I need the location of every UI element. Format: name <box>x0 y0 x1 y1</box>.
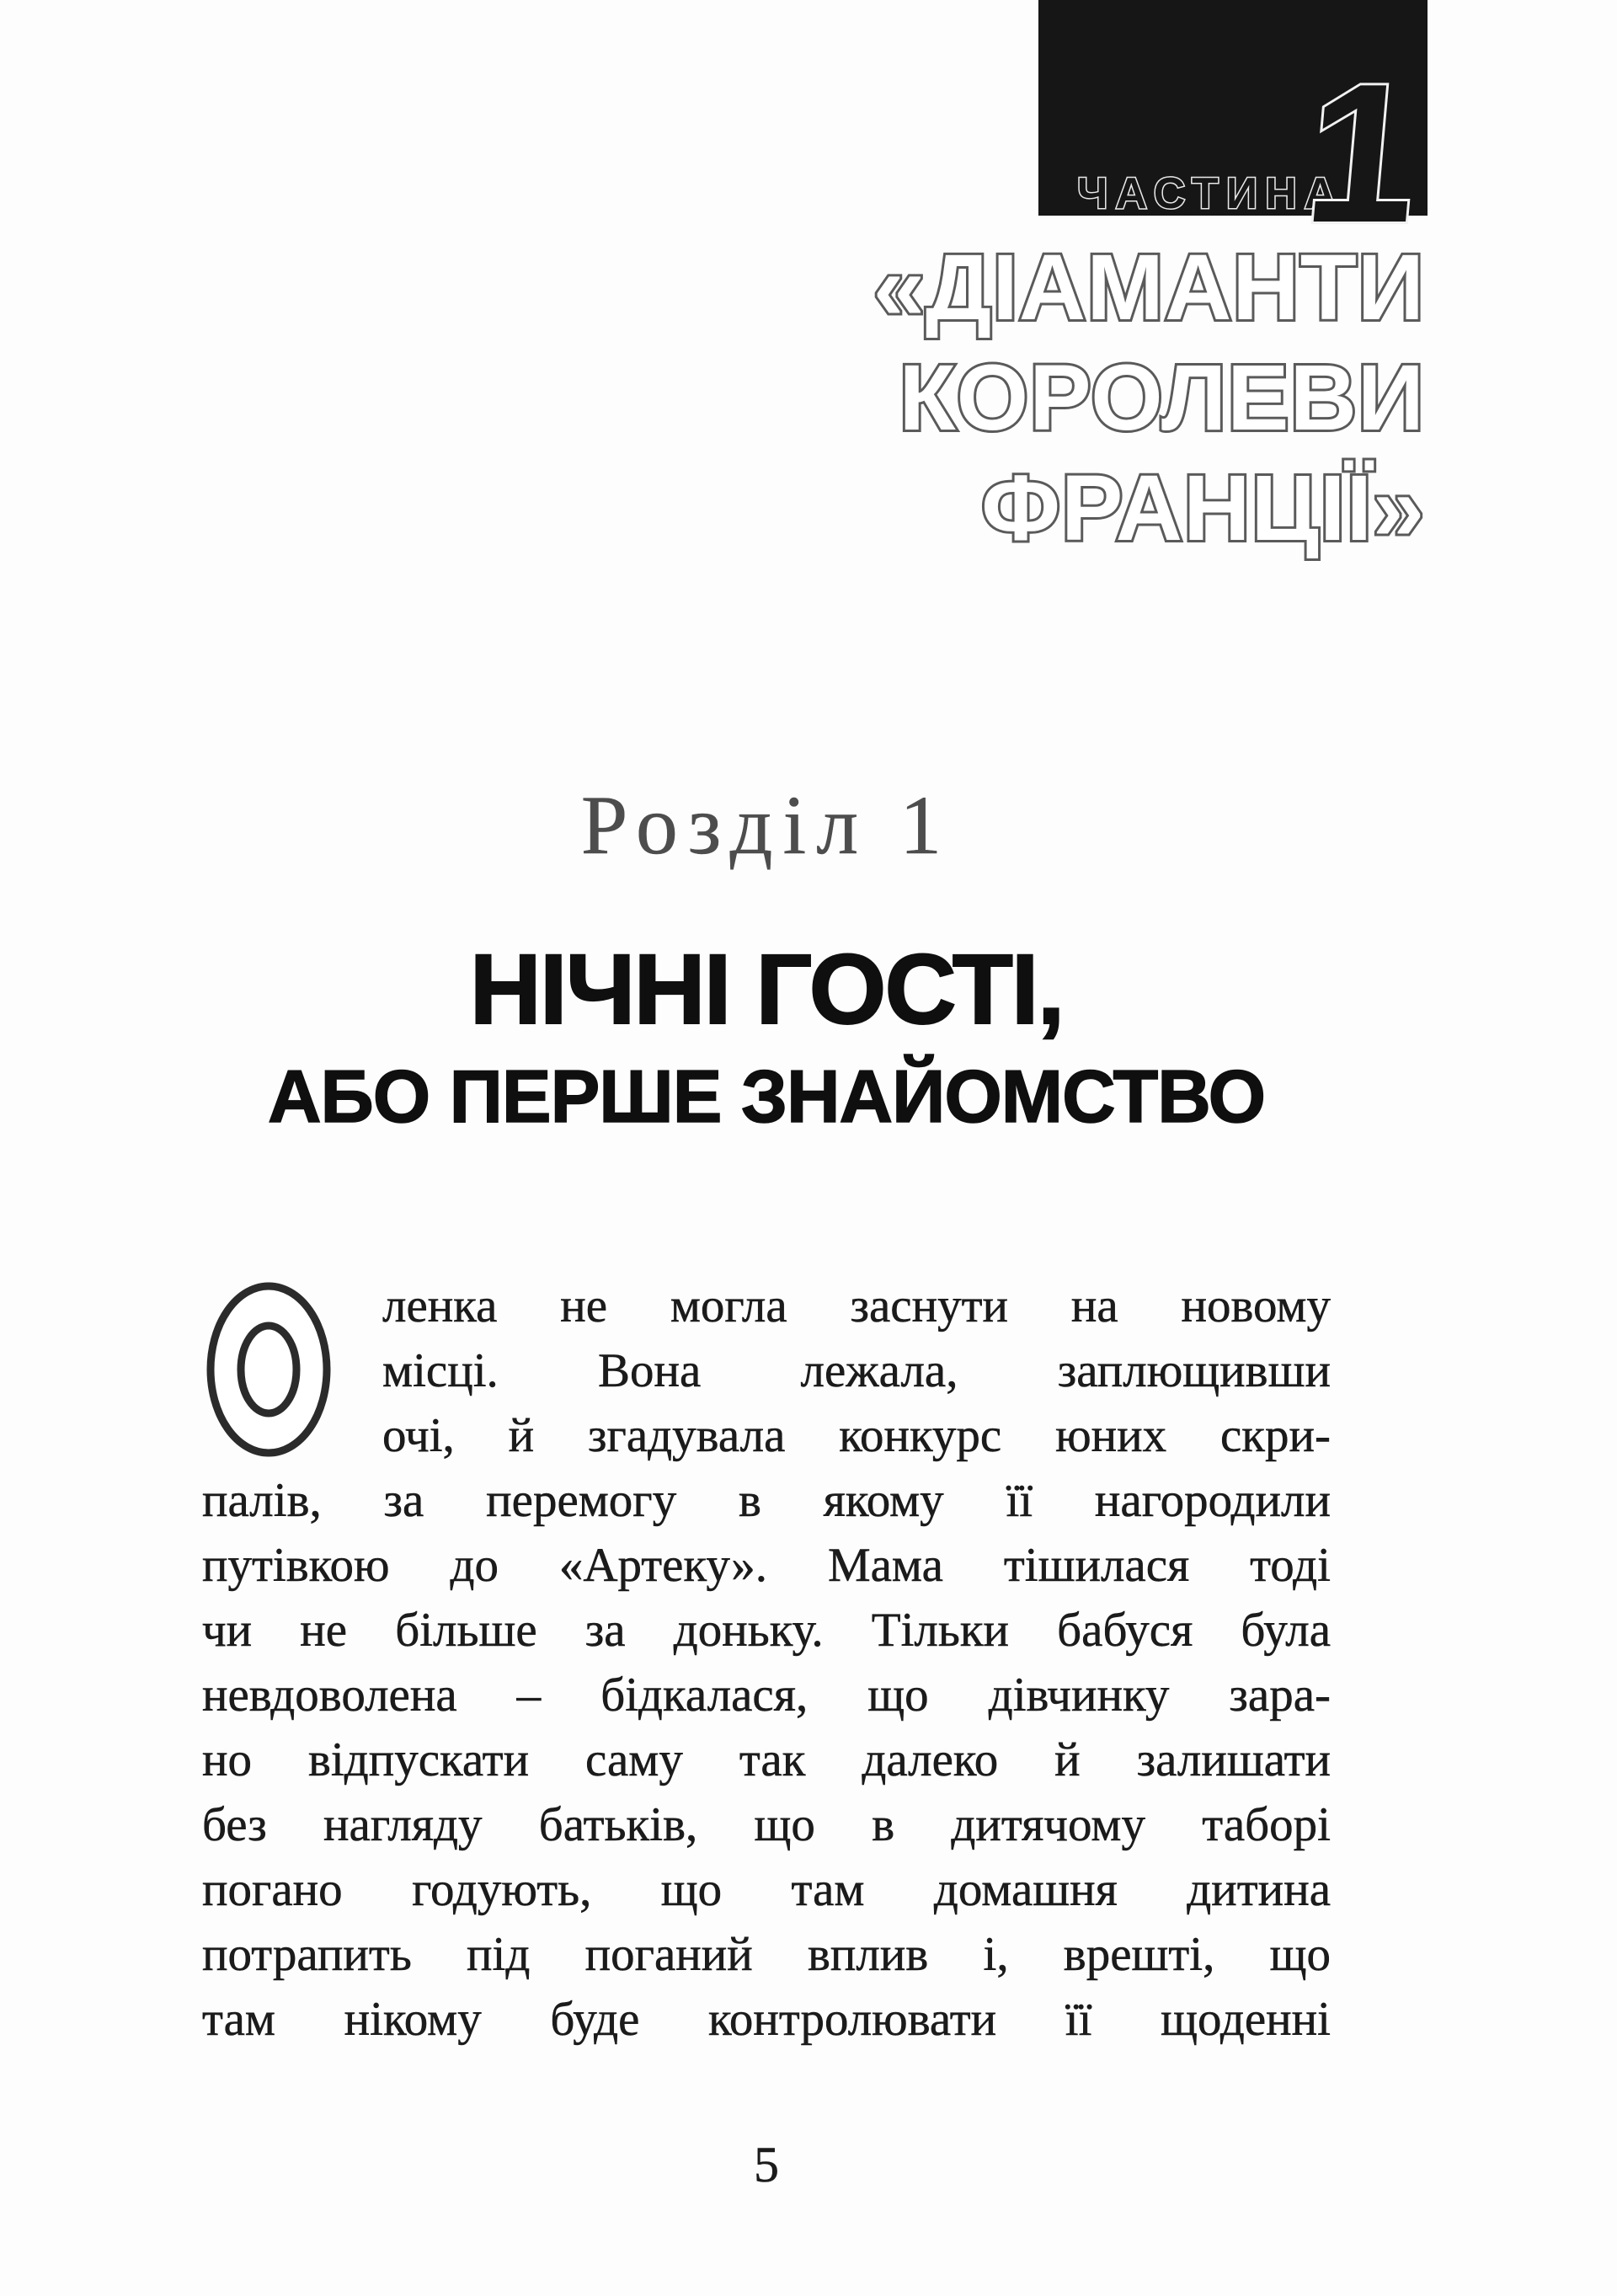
part-banner-label: ЧАСТИНА <box>1077 169 1344 218</box>
page-number: 5 <box>754 2137 779 2192</box>
body-line: потрапить під поганий вплив і, врешті, що <box>202 1928 1331 1981</box>
body-line: без нагляду батьків, що в дитячому таборі <box>202 1798 1331 1851</box>
chapter-kicker: Розділ 1 <box>580 778 953 872</box>
body-line: місці. Вона лежала, заплющивши <box>382 1344 1331 1397</box>
drop-cap-letter-O <box>202 1279 335 1460</box>
chapter-title-line-2: АБО ПЕРШЕ ЗНАЙОМСТВО <box>267 1055 1266 1138</box>
body-line: невдоволена – бідкалася, що дівчинку зара- <box>202 1669 1331 1722</box>
body-line: чи не більше за доньку. Тільки бабуся була <box>202 1604 1331 1657</box>
body-line: погано годують, що там домашня дитина <box>202 1863 1331 1916</box>
part-title-line-1: «ДІАМАНТИ <box>873 236 1425 339</box>
body-line: ленка не могла заснути на новому <box>382 1279 1331 1332</box>
text-column <box>202 0 1331 2296</box>
chapter-title-line-1: НІЧНІ ГОСТІ, <box>469 934 1064 1045</box>
body-line: путівкою до «Артеку». Мама тішилася тоді <box>202 1539 1331 1592</box>
body-line: там нікому буде контролювати її щоденні <box>202 1993 1331 2046</box>
body-line: очі, й згадувала конкурс юних скри- <box>382 1409 1331 1462</box>
body-line: но відпускати саму так далеко й залишати <box>202 1733 1331 1786</box>
part-title-line-3: ФРАНЦІЇ» <box>981 457 1425 560</box>
drop-cap-ring-glyph <box>202 1279 335 1460</box>
part-title-line-2: КОРОЛЕВИ <box>899 346 1425 450</box>
body-paragraph <box>202 1273 1331 2052</box>
body-line: палів, за перемогу в якому її нагородили <box>202 1474 1331 1527</box>
part-number: 1 <box>1297 42 1428 264</box>
